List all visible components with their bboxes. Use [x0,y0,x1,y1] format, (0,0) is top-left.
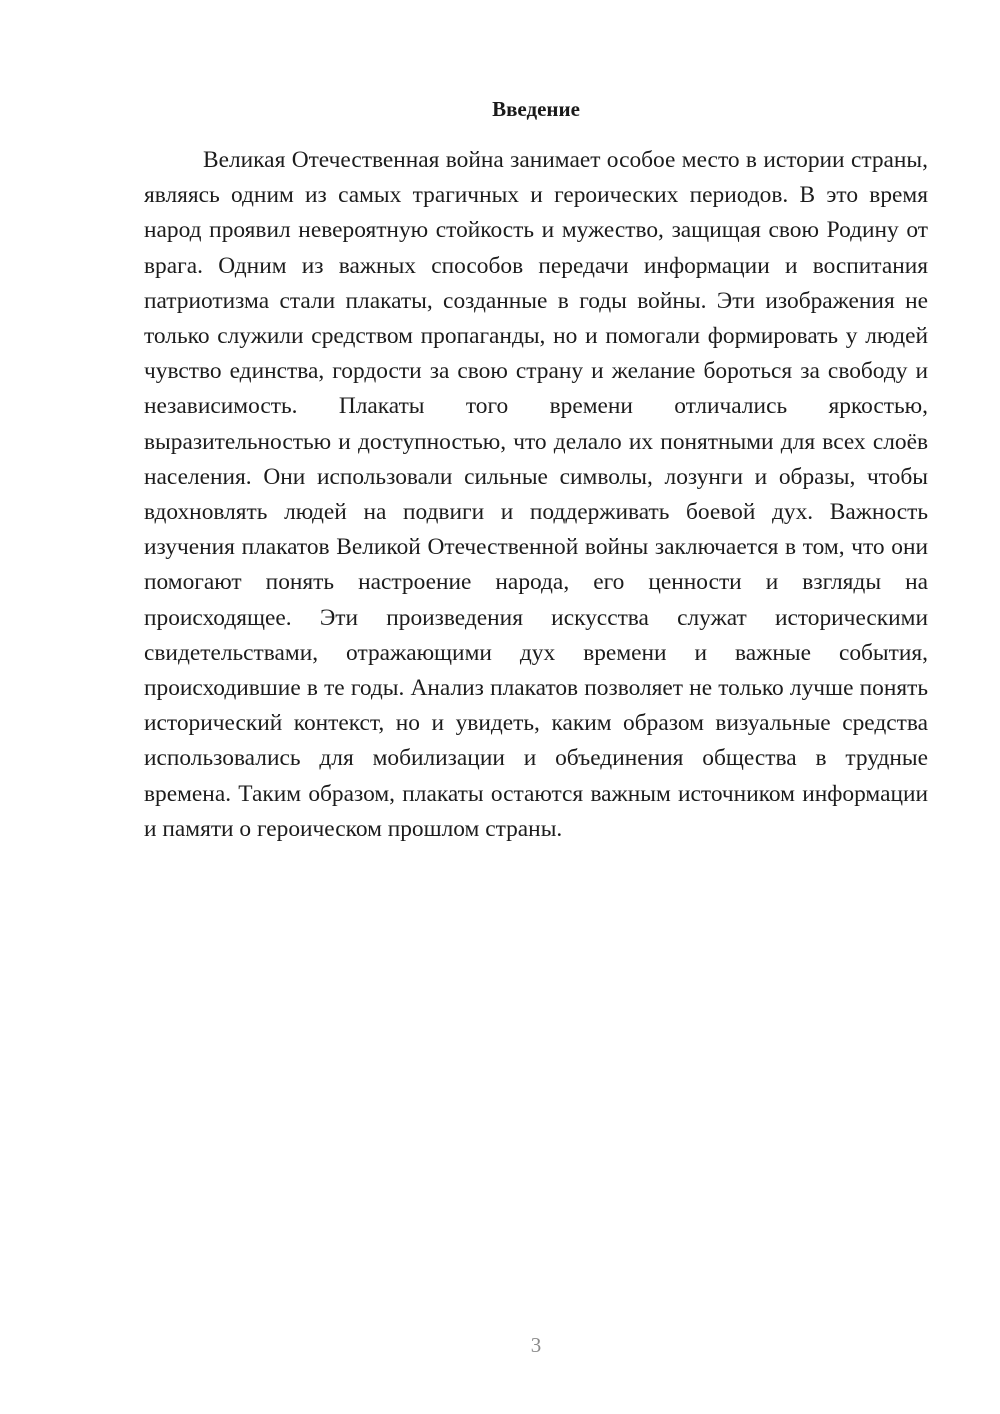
page-number: 3 [530,1333,542,1357]
section-heading: Введение [492,97,580,121]
introduction-paragraph: Великая Отечественная война занимает особое место в истории страны, являясь одним из самых трагичных и героических периодов. В это время народ проявил невероятную стойкость и мужество, защищая свою Родину от врага. Одним из важных способов передачи информации и воспитания патриотизма стали плакаты, созданные в годы войны. Эти изображения не только служили средством пропаганды, но и помогали формировать у людей чувство единства, гордости за свою страну и желание бороться за свободу и независимость. Плакаты того времени отличались яркостью, выразительностью и доступностью, что делало их понятными для всех слоёв населения. Они использовали сильные символы, лозунги и образы, чтобы вдохновлять людей на подвиги и поддерживать боевой дух. Важность изучения плакатов Великой Отечественной войны заключается в том, что они помогают понять настроение народа, его ценности и взгляды на происходящее. Эти произведения искусства служат историческими свидетельствами, отражающими дух времени и важные события, происходившие в те годы. Анализ плакатов позволяет не только лучше понять исторический контекст, но и увидеть, каким образом визуальные средства использовались для мобилизации и объединения общества в трудные времена. Таким образом, плакаты остаются важным источником информации и памяти о героическом прошлом страны. [144,147,928,842]
